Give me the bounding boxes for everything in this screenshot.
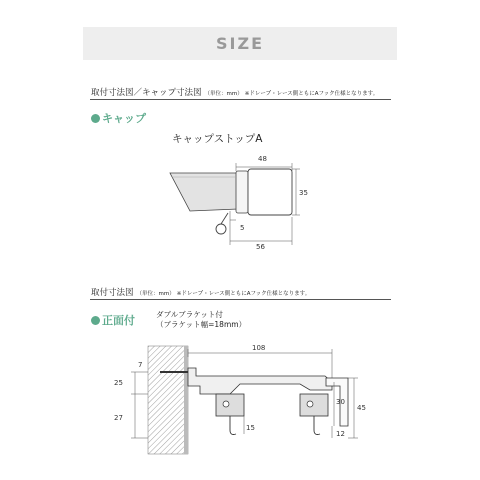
dim-overall-56: 56 [256,243,265,250]
front-title-text: 正面付 [102,314,135,327]
dim-inner-5: 5 [240,224,245,232]
dim-12: 12 [336,430,345,438]
section-heading-front [91,286,310,298]
size-title: SIZE [215,34,264,53]
divider-line [90,99,391,100]
dim-25: 25 [114,379,123,387]
hook-right-icon [314,416,320,435]
divider-line [90,299,391,300]
note-text: ※ドレープ・レース側ともにAフック仕様となります。 [176,291,311,297]
hook-left-icon [230,416,236,435]
dim-30: 30 [336,398,345,406]
front-section-title [91,312,135,328]
dim-108: 108 [252,344,266,352]
cap-section-title [91,110,146,126]
size-banner [83,27,397,60]
dim-7: 7 [138,361,143,369]
cap-collar [236,171,248,213]
section-heading-text: 取付寸法図 [91,288,134,298]
dim-15: 15 [246,424,255,432]
dim-width-48: 48 [258,155,267,163]
bullet-dot-icon [91,316,100,325]
unit-text: （単位：mm） [136,291,175,297]
runner-right [300,394,328,416]
runner-left [216,394,244,416]
hook-ring-icon [216,224,226,234]
unit-text: （単位：mm） [204,91,243,97]
dim-height-35: 35 [299,189,308,197]
bullet-dot-icon [91,114,100,123]
wall [148,346,188,454]
section-heading-cap [91,86,378,98]
note-text: ※ドレープ・レース側ともにAフック仕様となります。 [244,91,379,97]
bracket-label-line1: ダブルブラケット付 [156,310,223,319]
section-heading-text: 取付寸法図／キャップ寸法図 [91,88,202,98]
bracket-label [156,310,246,330]
cap-diagram [160,145,320,250]
cap-product-name: キャップストップA [172,133,263,145]
front-mount-diagram [100,338,370,458]
cap-body [248,169,292,215]
bracket-arm [188,368,332,394]
dim-27: 27 [114,414,123,422]
rail-pipe [170,173,238,211]
bracket-label-line2: （ブラケット幅=18mm） [156,320,247,329]
dim-45: 45 [357,404,366,412]
cap-title-text: キャップ [102,112,146,125]
